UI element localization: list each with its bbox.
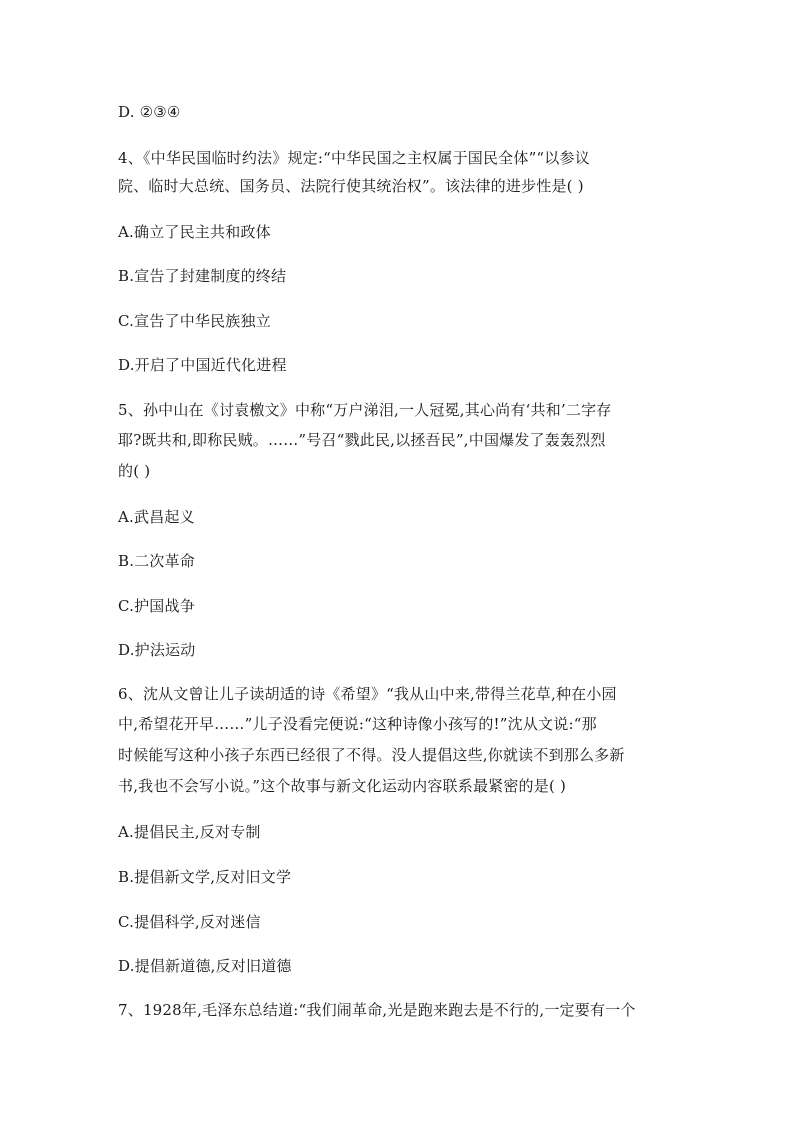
q6-option-d: D.提倡新道德,反对旧道德 xyxy=(118,957,292,975)
q4-stem-line-2: 院、临时大总统、国务员、法院行使其统治权”。该法律的进步性是( ) xyxy=(118,177,584,195)
q5-option-c: C.护国战争 xyxy=(118,597,195,615)
q7-stem-line-1: 7、1928年,毛泽东总结道:“我们闹革命,光是跑来跑去是不行的,一定要有一个 xyxy=(118,1001,636,1019)
q6-option-c: C.提倡科学,反对迷信 xyxy=(118,913,261,931)
q4-option-a: A.确立了民主共和政体 xyxy=(118,223,271,241)
q6-stem-line-3: 时候能写这种小孩子东西已经很了不得。没人提倡这些,你就读不到那么多新 xyxy=(118,746,625,764)
q3-option-d: D. ②③④ xyxy=(118,103,181,121)
q6-option-b: B.提倡新文学,反对旧文学 xyxy=(118,868,292,886)
q5-option-a: A.武昌起义 xyxy=(118,508,195,526)
q5-option-d: D.护法运动 xyxy=(118,641,196,659)
q4-option-c: C.宣告了中华民族独立 xyxy=(118,312,271,330)
q5-stem-line-2: 耶?既共和,即称民贼。……”号召“戮此民,以拯吾民”,中国爆发了轰轰烈烈 xyxy=(118,431,606,449)
q6-stem-line-1: 6、沈从文曾让儿子读胡适的诗《希望》“我从山中来,带得兰花草,种在小园 xyxy=(118,685,617,703)
q5-stem-line-1: 5、孙中山在《讨袁檄文》中称“万户涕泪,一人冠冕,其心尚有‘共和’二字存 xyxy=(118,401,612,419)
q4-option-b: B.宣告了封建制度的终结 xyxy=(118,267,287,285)
q6-stem-line-4: 书,我也不会写小说。”这个故事与新文化运动内容联系最紧密的是( ) xyxy=(118,777,567,795)
q5-option-b: B.二次革命 xyxy=(118,552,195,570)
q5-stem-line-3: 的( ) xyxy=(118,462,151,480)
q6-stem-line-2: 中,希望花开早……”儿子没看完便说:“这种诗像小孩写的!”沈从文说:“那 xyxy=(118,715,597,733)
q4-option-d: D.开启了中国近代化进程 xyxy=(118,356,287,374)
q4-stem-line-1: 4、《中华民国临时约法》规定:“中华民国之主权属于国民全体”“以参议 xyxy=(118,149,590,167)
q6-option-a: A.提倡民主,反对专制 xyxy=(118,823,261,841)
